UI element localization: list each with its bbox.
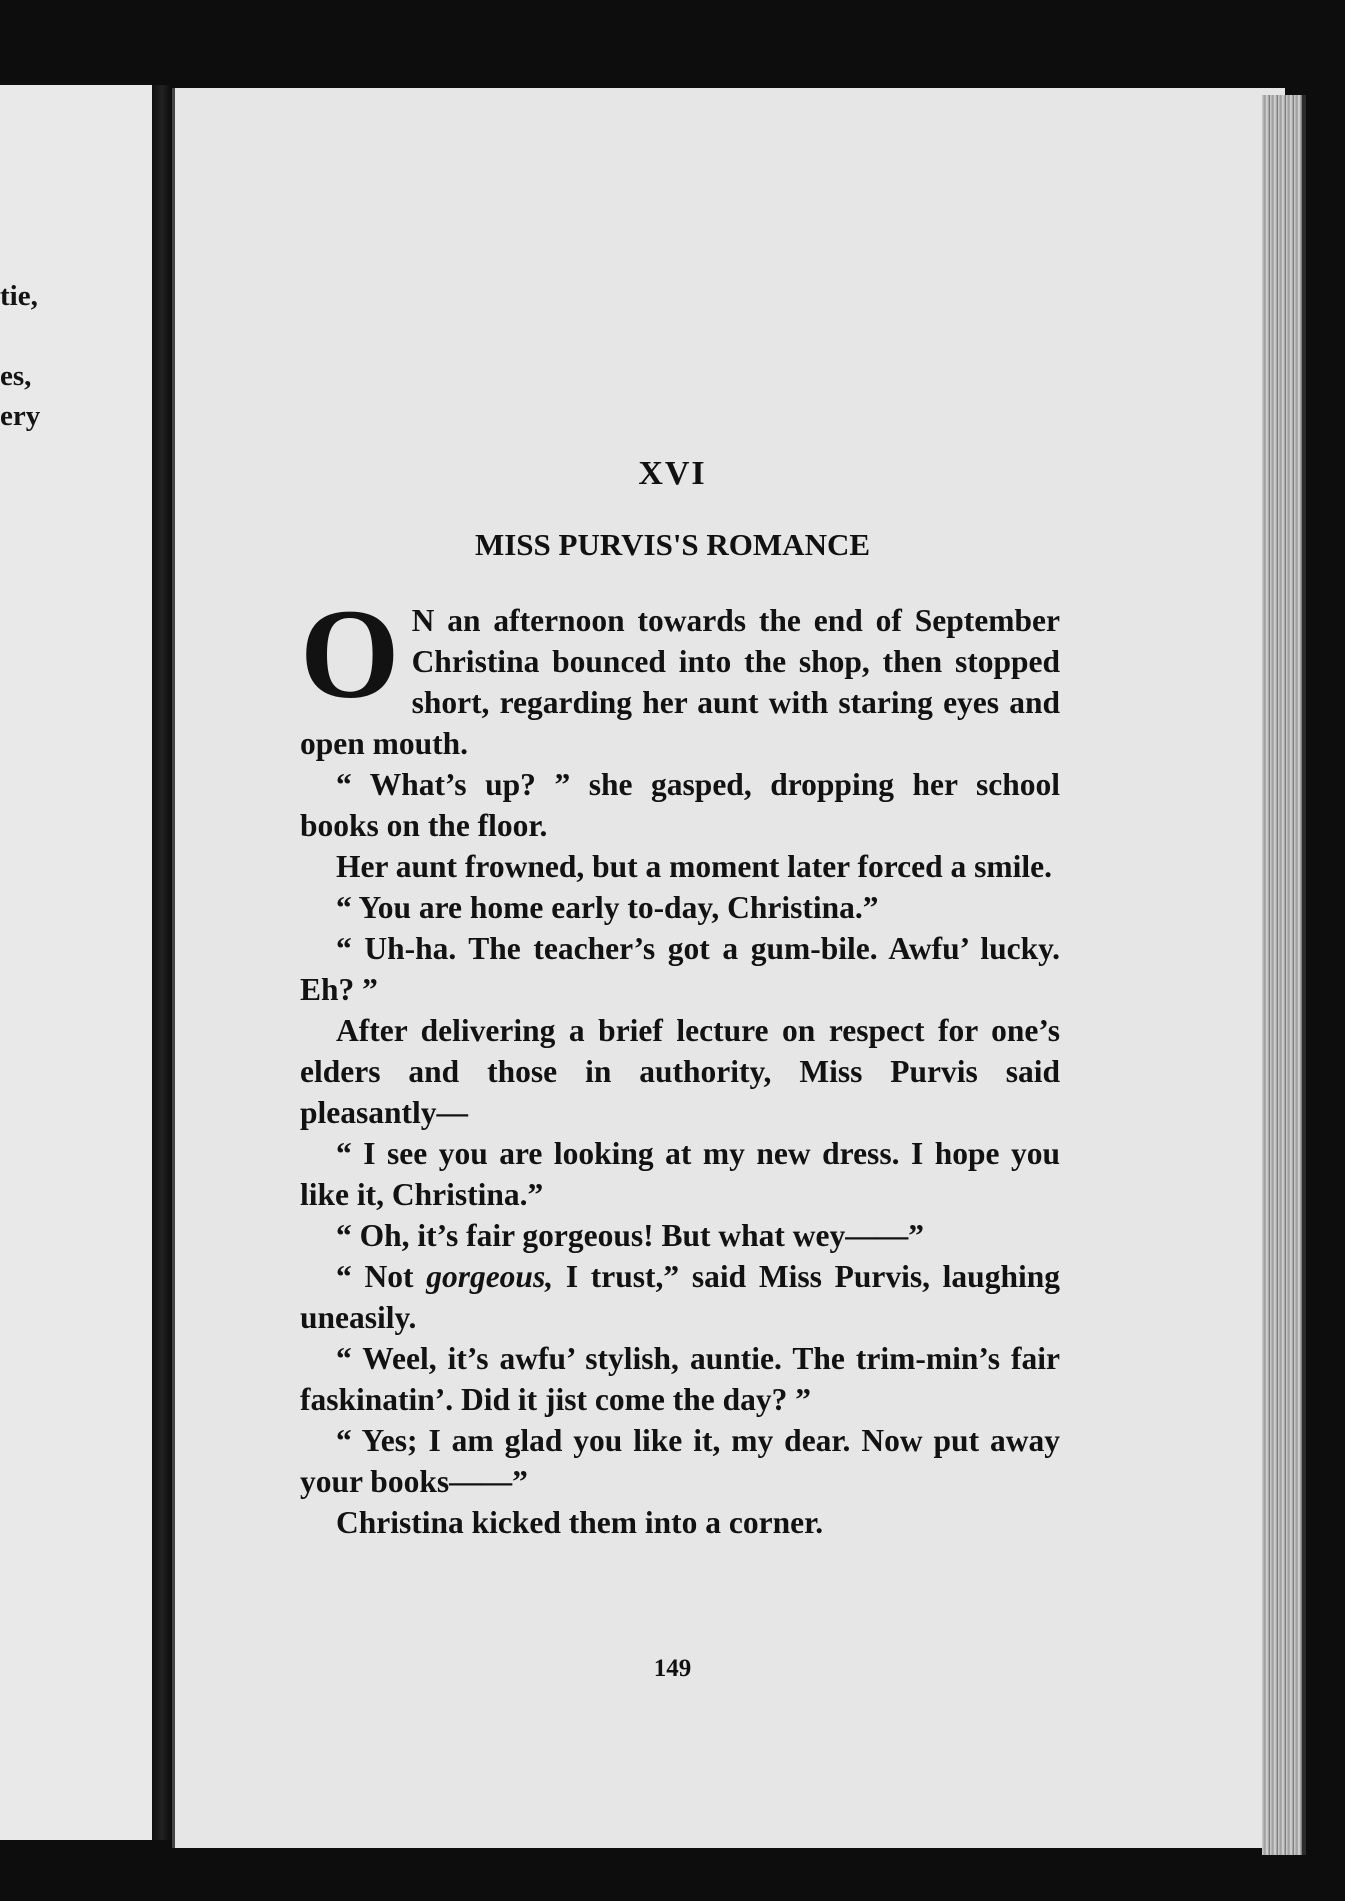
paragraph: “ Yes; I am glad you like it, my dear. Now put away your books——” <box>300 1423 1060 1499</box>
paragraph: “ Uh-ha. The teacher’s got a gum-bile. Awfu’ lucky. Eh? ” <box>300 931 1060 1007</box>
paragraph: “ What’s up? ” she gasped, dropping her school books on the floor. <box>300 767 1060 843</box>
facing-page-fragment: es, <box>0 360 32 392</box>
chapter-number: XVI <box>638 455 707 492</box>
page-edge <box>1262 95 1306 1855</box>
chapter-title: MISS PURVIS'S ROMANCE <box>474 527 871 562</box>
facing-page-left <box>0 85 156 1840</box>
facing-page-fragment: tie, <box>0 280 38 312</box>
paragraph: “ You are home early to-day, Christina.” <box>336 890 879 925</box>
opening-text: N an afternoon towards the end of September Christina bounced into the shop, then stopped short, regarding her aunt with staring eyes and open mouth. <box>300 603 1060 761</box>
italic-word: gorgeous, <box>426 1259 554 1294</box>
paragraph: After delivering a brief lecture on respect for one’s elders and those in authority, Miss Purvis said pleasantly— <box>300 1013 1060 1130</box>
paragraph: Christina kicked them into a corner. <box>336 1505 824 1540</box>
drop-cap: O <box>300 583 400 725</box>
paragraph: “ Weel, it’s awfu’ stylish, auntie. The trim-min’s fair faskinatin’. Did it jist come the day? ” <box>300 1341 1060 1417</box>
paragraph: Her aunt frowned, but a moment later forced a smile. <box>336 849 1052 884</box>
chapter-body <box>300 583 1060 1543</box>
paragraph-part: I trust,” said Miss Purvis, laughing uneasily. <box>300 1259 1060 1335</box>
paragraph-part: “ Not <box>336 1259 427 1294</box>
book-gutter <box>152 85 172 1840</box>
facing-page-fragment: ery <box>0 400 41 432</box>
opening-paragraph <box>300 583 1060 764</box>
paragraph: “ Oh, it’s fair gorgeous! But what wey——” <box>336 1218 924 1253</box>
paragraph-italic-gorgeous <box>300 1256 1060 1338</box>
paragraph: “ I see you are looking at my new dress. I hope you like it, Christina.” <box>300 1136 1060 1212</box>
page-number: 149 <box>653 1655 692 1682</box>
